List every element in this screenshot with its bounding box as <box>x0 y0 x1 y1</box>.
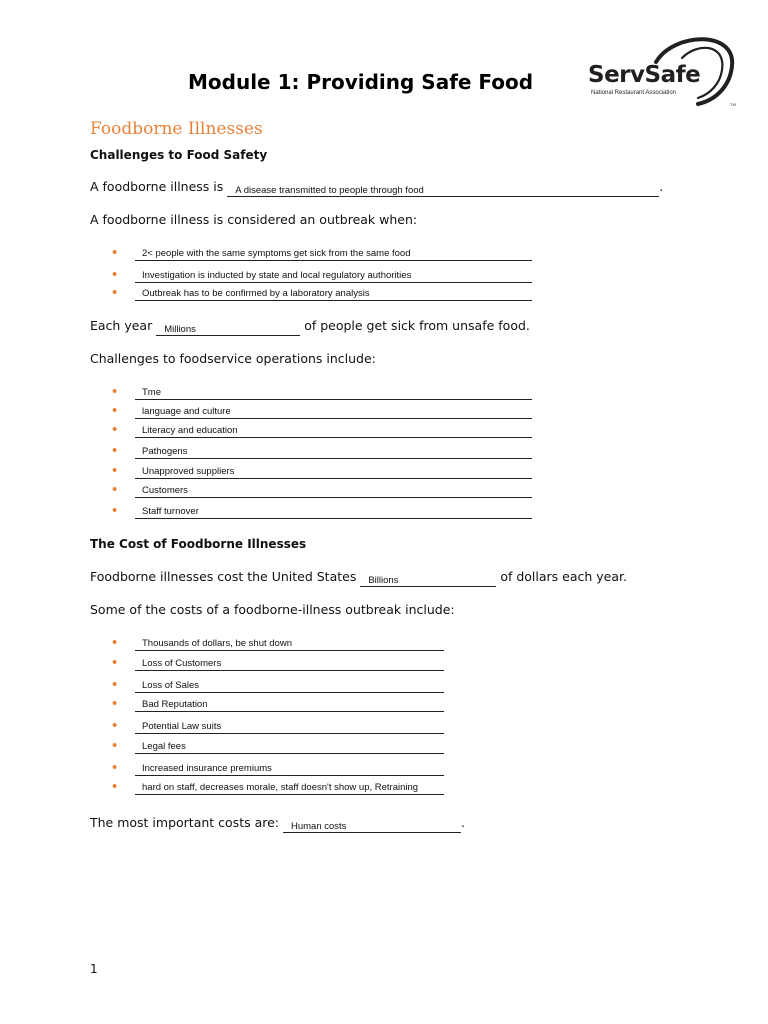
page-title: Module 1: Providing Safe Food <box>188 70 534 94</box>
bullet-dot-icon: • <box>112 244 118 261</box>
bullet-dot-icon: • <box>112 402 118 419</box>
bullet-dot-icon: • <box>112 695 118 712</box>
answer-line: Increased insurance premiums <box>135 763 444 776</box>
each-year-prefix: Each year <box>90 318 153 333</box>
important-prefix: The most important costs are: <box>90 815 280 830</box>
definition-line <box>90 179 663 195</box>
bullet-dot-icon: • <box>112 383 118 400</box>
important-cost-line <box>90 815 465 831</box>
answer-line: Literacy and education <box>135 425 532 438</box>
bullet-dot-icon: • <box>112 654 118 671</box>
answer-line: Tme <box>135 387 532 400</box>
answer-line: Outbreak has to be confirmed by a laboratory analysis <box>135 288 532 301</box>
bullet-dot-icon: • <box>112 778 118 795</box>
answer-line: Legal fees <box>135 741 444 754</box>
answer-line: Unapproved suppliers <box>135 466 532 479</box>
answer-line: language and culture <box>135 406 532 419</box>
operations-prompt: Challenges to foodservice operations include: <box>90 351 376 366</box>
challenges-heading: Challenges to Food Safety <box>90 148 268 162</box>
each-year-answer: Millions <box>156 324 300 336</box>
bullet-dot-icon: • <box>112 717 118 734</box>
logo-wordmark: ServSafe <box>588 62 701 88</box>
answer-line: Loss of Sales <box>135 680 444 693</box>
bullet-dot-icon: • <box>112 442 118 459</box>
page-number: 1 <box>90 962 98 976</box>
costs-prompt: Some of the costs of a foodborne-illness outbreak include: <box>90 602 455 617</box>
definition-answer: A disease transmitted to people through food <box>227 185 659 197</box>
bullet-dot-icon: • <box>112 759 118 776</box>
bullet-dot-icon: • <box>112 462 118 479</box>
answer-line: Bad Reputation <box>135 699 444 712</box>
definition-prefix: A foodborne illness is <box>90 179 224 194</box>
trademark-mark: TM <box>730 102 736 107</box>
bullet-dot-icon: • <box>112 284 118 301</box>
answer-line: Pathogens <box>135 446 532 459</box>
answer-line: hard on staff, decreases morale, staff doesn't show up, Retraining <box>135 782 444 795</box>
answer-line: Thousands of dollars, be shut down <box>135 638 444 651</box>
each-year-suffix: of people get sick from unsafe food. <box>304 318 530 333</box>
answer-line: Loss of Customers <box>135 658 444 671</box>
outbreak-prompt: A foodborne illness is considered an outbreak when: <box>90 212 418 227</box>
important-answer: Human costs <box>283 821 461 833</box>
bullet-dot-icon: • <box>112 421 118 438</box>
us-cost-suffix: of dollars each year. <box>500 569 627 584</box>
answer-line: 2< people with the same symptoms get sick from the same food <box>135 248 532 261</box>
bullet-dot-icon: • <box>112 676 118 693</box>
answer-line: Potential Law suits <box>135 721 444 734</box>
cost-heading: The Cost of Foodborne Illnesses <box>90 537 307 551</box>
bullet-dot-icon: • <box>112 481 118 498</box>
answer-line: Investigation is inducted by state and local regulatory authorities <box>135 270 532 283</box>
bullet-dot-icon: • <box>112 266 118 283</box>
each-year-line <box>90 318 530 334</box>
servsafe-logo <box>586 36 738 108</box>
bullet-dot-icon: • <box>112 737 118 754</box>
important-suffix: . <box>461 815 465 830</box>
us-cost-line <box>90 569 627 585</box>
answer-line: Customers <box>135 485 532 498</box>
bullet-dot-icon: • <box>112 502 118 519</box>
logo-subtext: National Restaurant Association <box>591 90 677 96</box>
definition-suffix: . <box>659 179 664 194</box>
bullet-dot-icon: • <box>112 634 118 651</box>
us-cost-answer: Billions <box>360 575 496 587</box>
us-cost-prefix: Foodborne illnesses cost the United States <box>90 569 357 584</box>
answer-line: Staff turnover <box>135 506 532 519</box>
section-title: Foodborne Illnesses <box>90 119 263 139</box>
